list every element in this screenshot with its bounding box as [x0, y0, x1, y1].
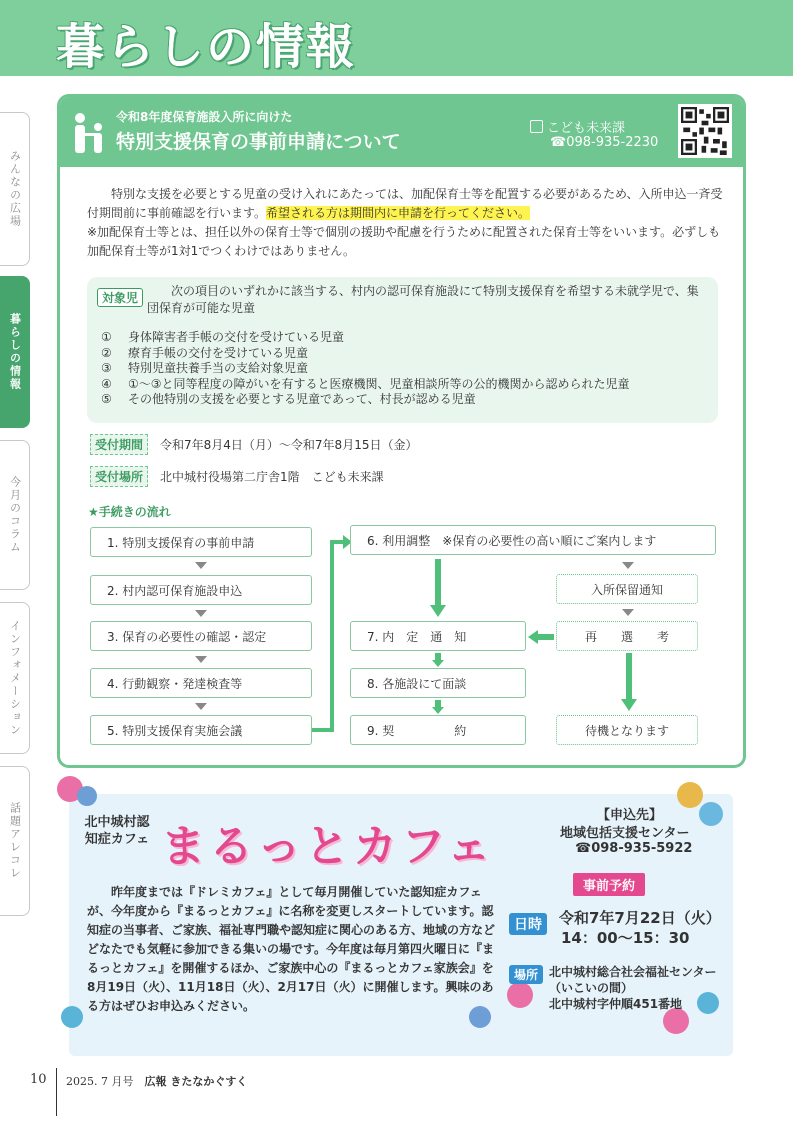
building-icon: [530, 120, 543, 133]
reception-place-row: [90, 466, 384, 487]
card-subtitle: 令和8年度保育施設入所に向けた: [116, 110, 293, 124]
tab-minna-no-hiroba[interactable]: [0, 112, 30, 266]
target-children-box: [87, 277, 718, 423]
target-label: 対象児: [97, 288, 143, 307]
period-label: 受付期間: [90, 434, 148, 455]
tab-label: インフォメーション: [8, 619, 22, 737]
flower-icon: [507, 982, 533, 1008]
qr-code-icon[interactable]: [678, 104, 732, 158]
target-description: 次の項目のいずれかに該当する、村内の認可保育施設にて特別支援保育を希望する未就学児で、集団保育が可能な児童: [147, 284, 699, 315]
cafe-subtitle: 北中城村認知症カフェ: [84, 815, 150, 847]
footer-issue: 2025. 7 月号 広報 きたなかぐすく: [66, 1075, 248, 1088]
tab-kurashi-no-joho[interactable]: [0, 276, 30, 428]
tab-information[interactable]: [0, 602, 30, 754]
flow-waiting: 待機となります: [556, 715, 698, 745]
parent-child-icon: [70, 111, 110, 155]
list-item: ④ ①～③と同等程度の障がいを有すると医療機関、児童相談所等の公的機関から認められた児童: [101, 376, 630, 391]
flow-step-2: 2. 村内認可保育施設申込: [90, 575, 312, 605]
flow-step-7: 7. 内 定 通 知: [350, 621, 526, 651]
flower-icon: [77, 786, 97, 806]
arrow-down-icon: [622, 562, 634, 569]
flow-hold-notice: 入所保留通知: [556, 574, 698, 604]
highlight-text: 希望される方は期間内に申請を行ってください。: [266, 206, 531, 220]
card-header: [60, 97, 743, 167]
lantern-icon: [699, 802, 723, 826]
tab-label: 今月のコラム: [8, 476, 22, 554]
tab-kongetsu-no-column[interactable]: [0, 440, 30, 590]
apply-org: 地域包括支援センター: [560, 826, 690, 841]
arrow-down-icon: [432, 700, 444, 714]
arrow-left-icon: [528, 630, 554, 644]
tab-wadai-arekore[interactable]: [0, 766, 30, 916]
date-value: 令和7年7月22日（火） 14：00～15：30: [559, 909, 721, 947]
lead-text: 特別な支援を必要とする児童の受け入れにあたっては、加配保育士等を配置する必要があるため、入所申込一斉受付期間前に事前確認を行います。希望される方は期間内に申請を行ってください。 ※加配保育士等とは、担任以外の保育士等で個別の援助や配慮を行うために配置された保育士等をいいます。必ずしも加配保育士等が1対1でつくわけではありません。: [87, 187, 723, 258]
flow-step-5: 5. 特別支援保育実施会議: [90, 715, 312, 745]
tab-label: 暮らしの情報: [8, 313, 22, 391]
lantern-icon: [677, 782, 703, 808]
date-label: 日時: [509, 913, 547, 935]
arrow-down-icon: [622, 609, 634, 616]
list-item: ⑤ その他特別の支援を必要とする児童であって、村長が認める児童: [101, 392, 476, 406]
arrow-down-icon: [195, 656, 207, 663]
arrow-down-icon: [621, 653, 637, 713]
connector-arrow-icon: [312, 527, 352, 737]
cafe-title: まるっとカフェ: [161, 821, 495, 872]
apply-tel: ☎098-935-5922: [575, 841, 693, 856]
arrow-down-icon: [195, 562, 207, 569]
cafe-body-text: 昨年度までは『ドレミカフェ』として毎月開催していた認知症カフェが、今年度から『まるっとカフェ』に名称を変更しスタートしています。認知症の当事者、ご家族、福祉専門職や認知症に関心のある方、地域の方などどなたでも気軽に参加できる集いの場です。今年度は毎月第四火曜日に『まるっとカフェ』を開催するほか、ご家族中心の『まるっとカフェ家族会』を8月19日（火）、11月18日（火）、2月17日（火）に開催します。興味のある方はぜひお申込みください。: [87, 885, 496, 1013]
page-number: 10: [30, 1072, 47, 1087]
list-item: ② 療育手帳の交付を受けている児童: [101, 345, 309, 360]
flow-step-3: 3. 保育の必要性の確認・認定: [90, 621, 312, 651]
arrow-down-icon: [430, 559, 446, 619]
flow-step-6: 6. 利用調整 ※保育の必要性の高い順にご案内します: [350, 525, 716, 555]
arrow-down-icon: [195, 610, 207, 617]
place-label: 受付場所: [90, 466, 148, 487]
contact-dept: [530, 117, 625, 136]
place-label: 場所: [509, 965, 543, 984]
page-title: 暮らしの情報: [56, 19, 357, 75]
flow-step-4: 4. 行動観察・発達検査等: [90, 668, 312, 698]
reservation-badge: 事前予約: [573, 873, 645, 896]
marutto-cafe-section: [57, 776, 741, 1064]
tab-label: 話題アレコレ: [8, 802, 22, 880]
dept-name: こども未来課: [547, 121, 626, 136]
apply-heading: 【申込先】: [597, 808, 663, 823]
place-value: 北中城村役場第二庁舎1階 こども未来課: [160, 470, 384, 484]
place-value: 北中城村総合社会福祉センター （いこいの間） 北中城村字仲順451番地: [549, 965, 717, 1011]
reception-period-row: [90, 434, 417, 455]
period-value: 令和7年8月4日（月）～令和7年8月15日（金）: [160, 438, 418, 452]
arrow-down-icon: [432, 653, 444, 667]
flow-step-8: 8. 各施設にて面談: [350, 668, 526, 698]
support-childcare-card: [57, 94, 746, 768]
arrow-down-icon: [195, 703, 207, 710]
list-item: ③ 特別児童扶養手当の支給対象児童: [101, 361, 309, 375]
footer-divider: [56, 1068, 57, 1116]
list-item: ① 身体障害者手帳の交付を受けている児童: [101, 330, 345, 344]
tab-label: みんなの広場: [8, 150, 22, 228]
note-text: ※加配保育士等とは、担任以外の保育士等で個別の援助や配慮を行うために配置された保育士等をいいます。必ずしも加配保育士等が1対1でつくわけではありません。: [87, 225, 721, 258]
flow-title: ★手続きの流れ: [88, 505, 171, 519]
target-list: [101, 330, 630, 408]
flow-step-1: 1. 特別支援保育の事前申請: [90, 527, 312, 557]
flow-step-9: 9. 契 約: [350, 715, 526, 745]
flower-icon: [61, 1006, 83, 1028]
card-title: 特別支援保育の事前申請について: [116, 131, 401, 153]
flow-reselection: 再 選 考: [556, 621, 698, 651]
contact-tel: ☎098-935-2230: [550, 135, 659, 150]
